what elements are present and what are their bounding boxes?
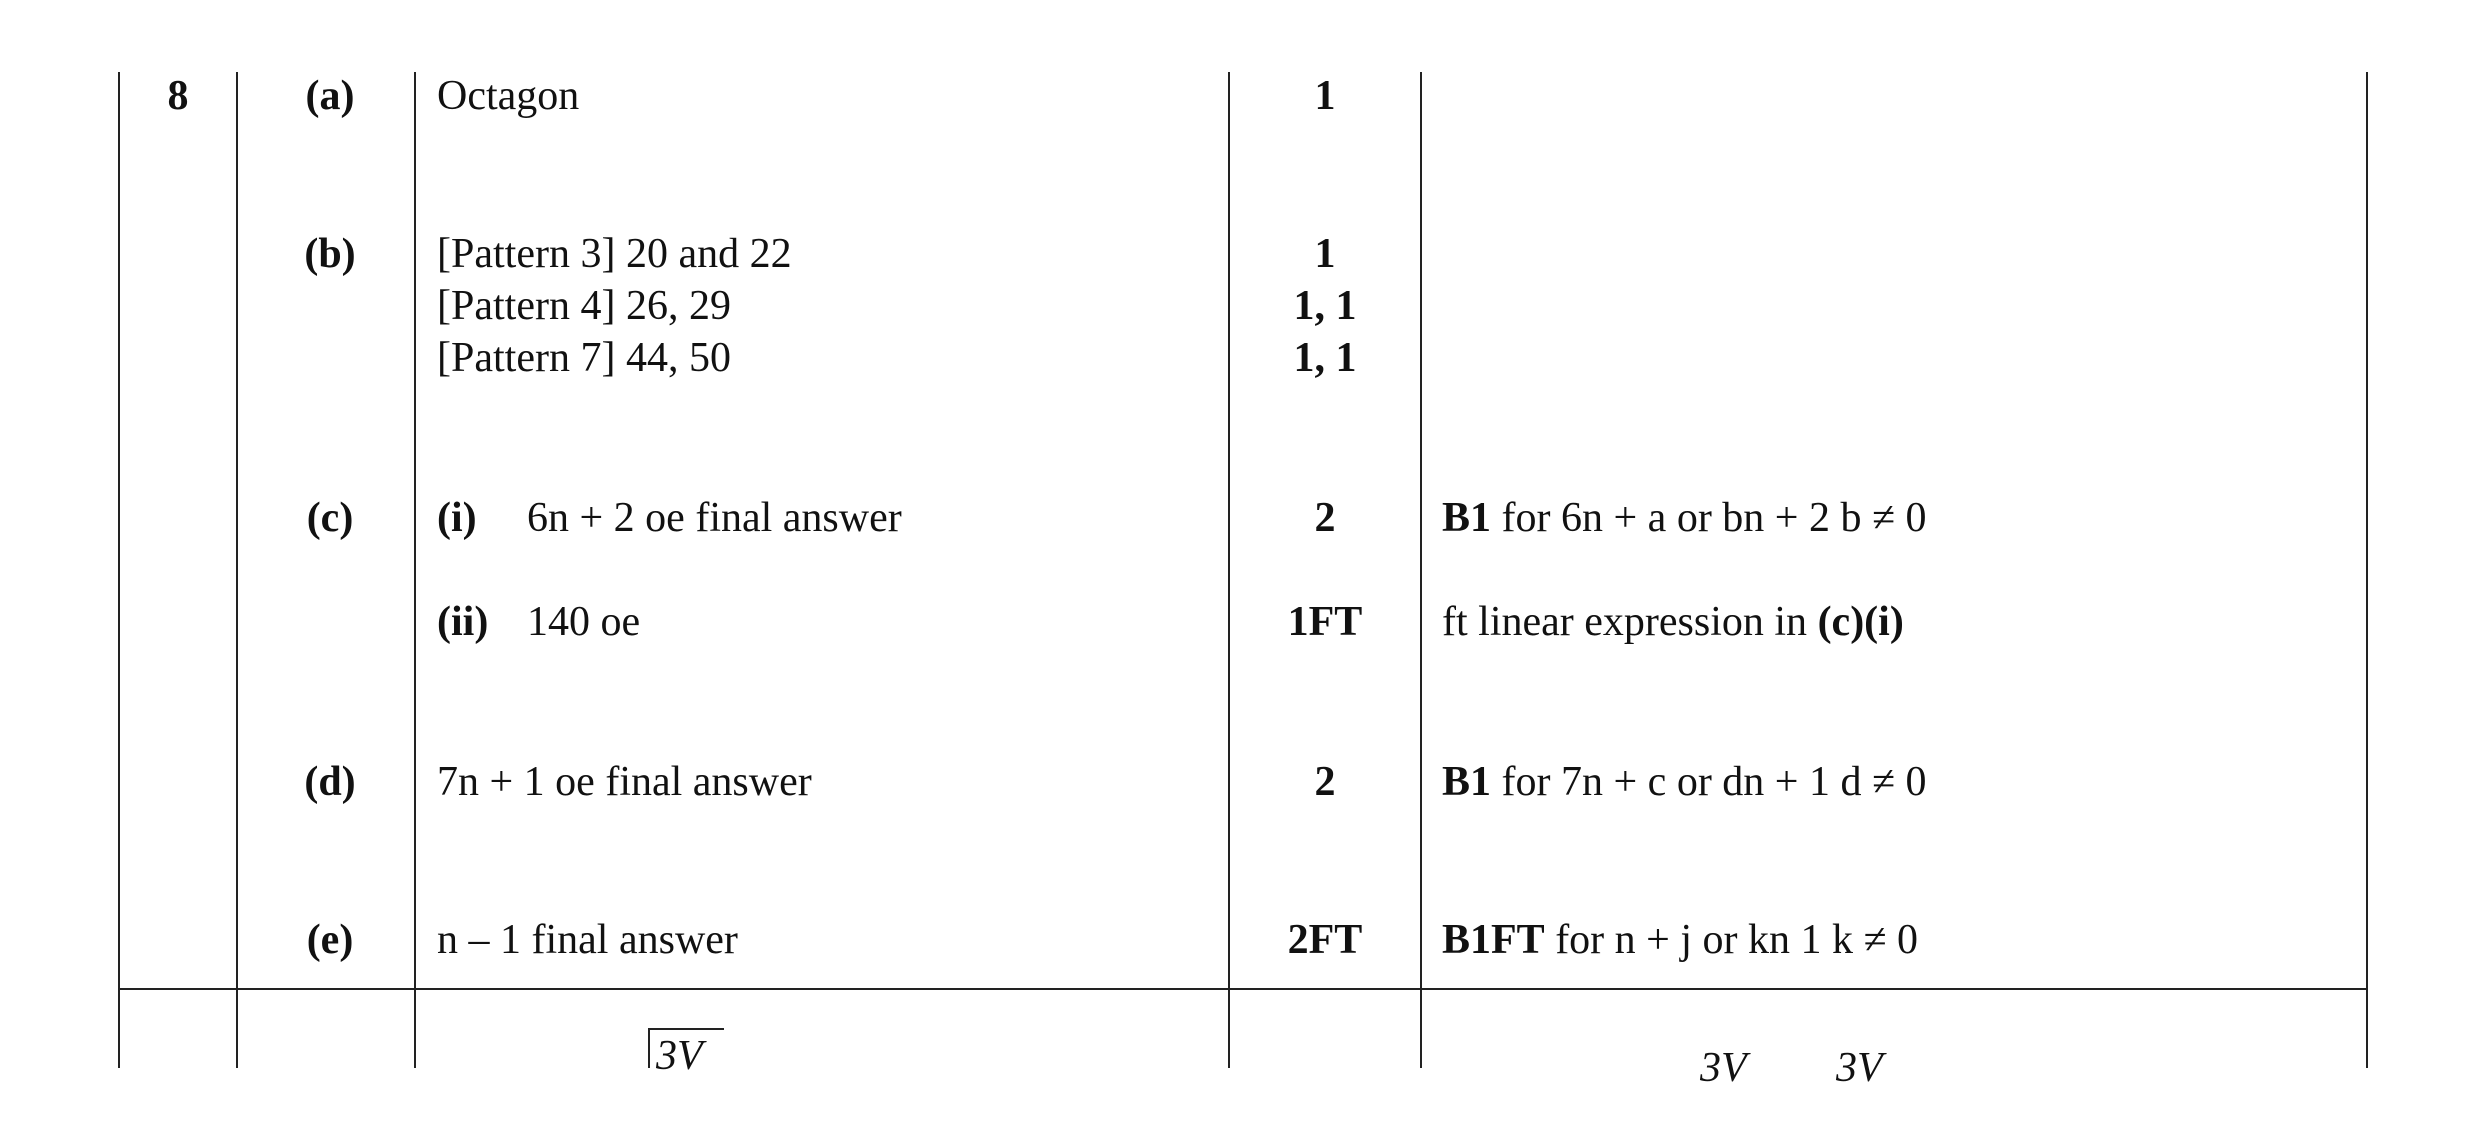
part-label-c: (c)	[306, 495, 354, 541]
guidance-c-i-text: for 6n + a or bn + 2 b ≠ 0	[1491, 495, 1927, 541]
next-guidance-fragment-2: 3V	[1836, 1045, 1883, 1091]
part-label-b: (b)	[304, 231, 356, 277]
guidance-e-mark-code: B1FT	[1442, 917, 1545, 963]
column-divider-question	[236, 72, 238, 1068]
marks-b-line-1: 1	[1314, 231, 1336, 277]
table-border-right	[2366, 72, 2368, 1068]
subpart-label-c-ii: (ii)	[437, 599, 489, 645]
next-guidance-fragment-1: 3V	[1700, 1045, 1747, 1091]
column-divider-marks	[1420, 72, 1422, 1068]
answer-c-ii	[437, 596, 640, 648]
marks-c-i: 2	[1314, 495, 1336, 541]
answer-b-line-1: [Pattern 3] 20 and 22	[437, 231, 792, 277]
answer-d: 7n + 1 oe final answer	[437, 759, 812, 805]
answer-b-line-2: [Pattern 4] 26, 29	[437, 283, 731, 329]
row-separator	[118, 988, 2368, 990]
part-label-e: (e)	[306, 917, 354, 963]
answer-c-i	[437, 492, 902, 544]
marks-e: 2FT	[1287, 917, 1363, 963]
next-answer-fragment: 3V	[656, 1033, 703, 1079]
part-label-a: (a)	[305, 73, 355, 119]
guidance-d	[1442, 756, 1927, 808]
guidance-c-i	[1442, 492, 1927, 544]
answer-b-line-3: [Pattern 7] 44, 50	[437, 335, 731, 381]
marks-c-ii: 1FT	[1287, 599, 1363, 645]
answer-e: n – 1 final answer	[437, 917, 738, 963]
question-number: 8	[167, 73, 189, 119]
part-label-d: (d)	[304, 759, 356, 805]
guidance-c-i-mark-code: B1	[1442, 495, 1492, 541]
answer-c-i-text: 6n + 2 oe final answer	[527, 495, 902, 541]
table-border-left	[118, 72, 120, 1068]
marks-b-line-2: 1, 1	[1293, 283, 1357, 329]
guidance-e	[1442, 914, 1918, 966]
guidance-d-mark-code: B1	[1442, 759, 1492, 805]
marks-d: 2	[1314, 759, 1336, 805]
guidance-e-text: for n + j or kn 1 k ≠ 0	[1544, 917, 1919, 963]
square-root-sign	[648, 1028, 650, 1068]
answer-a: Octagon	[437, 73, 580, 119]
answer-c-ii-text: 140 oe	[527, 599, 641, 645]
guidance-d-text: for 7n + c or dn + 1 d ≠ 0	[1491, 759, 1927, 805]
marks-a: 1	[1314, 73, 1336, 119]
guidance-c-ii	[1442, 596, 1904, 648]
marks-b-line-3: 1, 1	[1293, 335, 1357, 381]
square-root-bar	[648, 1028, 724, 1030]
guidance-c-ii-reference: (c)(i)	[1817, 599, 1904, 645]
guidance-c-ii-text: ft linear expression in	[1442, 599, 1818, 645]
subpart-label-c-i: (i)	[437, 495, 477, 541]
